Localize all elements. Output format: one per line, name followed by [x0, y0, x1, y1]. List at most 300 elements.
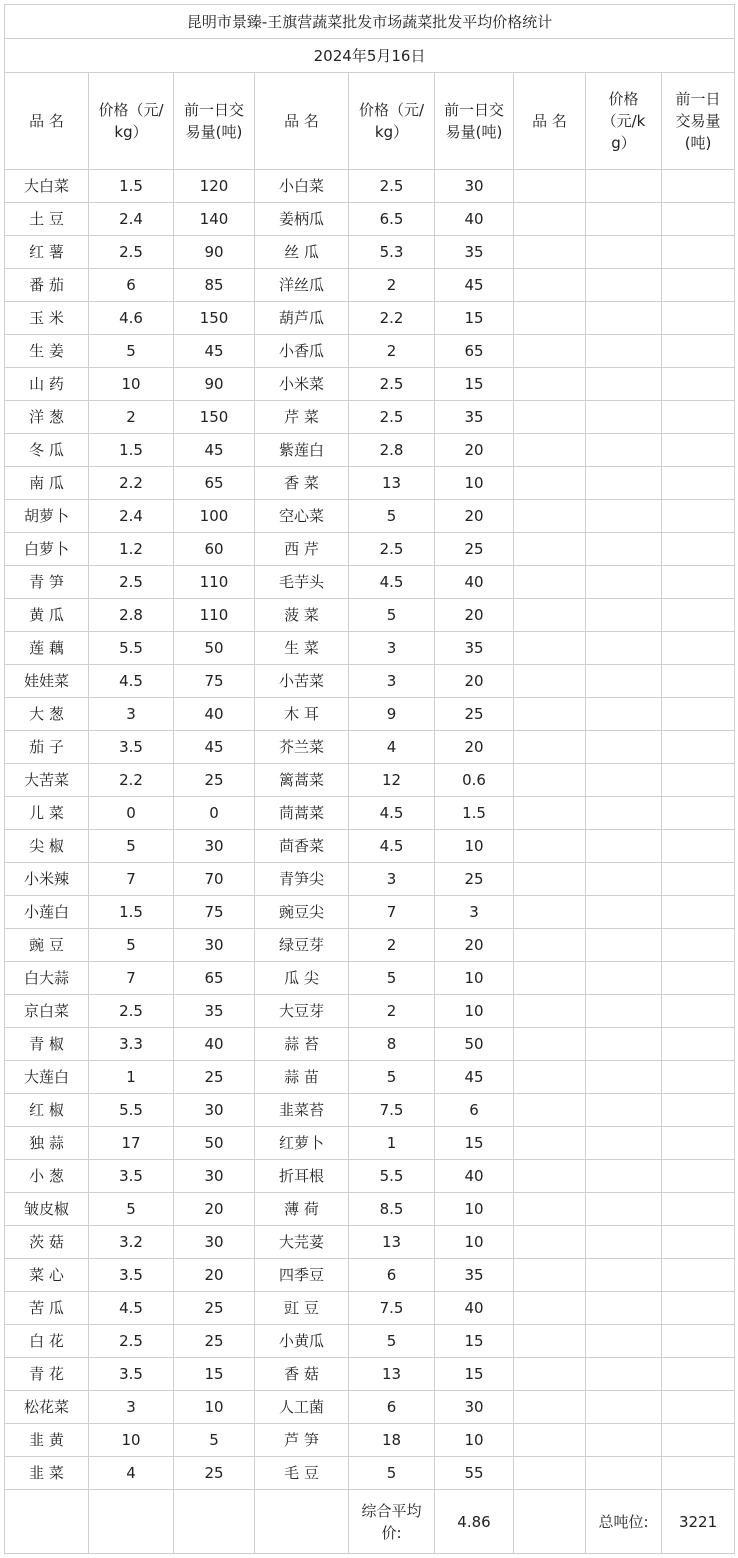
table-row: [5, 863, 735, 896]
vegetable-name-cell: 瓜 尖: [255, 962, 349, 995]
vegetable-name-cell: 菠 菜: [255, 599, 349, 632]
vegetable-name-cell: 绿豆芽: [255, 929, 349, 962]
empty-cell: [514, 236, 586, 269]
header-volume-3: 前一日交易量(吨): [662, 73, 735, 170]
table-row: [5, 1457, 735, 1490]
volume-cell: 120: [174, 170, 255, 203]
vegetable-name-cell: 皱皮椒: [5, 1193, 89, 1226]
table-row: [5, 434, 735, 467]
vegetable-name-cell: 莲 藕: [5, 632, 89, 665]
price-cell: 2: [89, 401, 174, 434]
empty-cell: [662, 533, 735, 566]
price-cell: 7: [349, 896, 435, 929]
empty-cell: [586, 500, 662, 533]
price-cell: 8.5: [349, 1193, 435, 1226]
empty-cell: [586, 170, 662, 203]
vegetable-name-cell: 紫莲白: [255, 434, 349, 467]
volume-cell: 90: [174, 368, 255, 401]
price-cell: 13: [349, 467, 435, 500]
empty-cell: [586, 863, 662, 896]
empty-cell: [586, 1391, 662, 1424]
volume-cell: 45: [174, 434, 255, 467]
vegetable-name-cell: 韭 黄: [5, 1424, 89, 1457]
price-cell: 2.2: [89, 467, 174, 500]
empty-cell: [662, 170, 735, 203]
table-row: [5, 203, 735, 236]
empty-cell: [255, 1490, 349, 1554]
empty-cell: [586, 797, 662, 830]
empty-cell: [586, 962, 662, 995]
table-row: [5, 269, 735, 302]
empty-cell: [514, 1358, 586, 1391]
empty-cell: [662, 962, 735, 995]
empty-cell: [514, 764, 586, 797]
volume-cell: 20: [435, 665, 514, 698]
empty-cell: [586, 995, 662, 1028]
volume-cell: 75: [174, 896, 255, 929]
empty-cell: [586, 1457, 662, 1490]
price-cell: 7: [89, 962, 174, 995]
volume-cell: 15: [435, 1127, 514, 1160]
price-cell: 4.6: [89, 302, 174, 335]
table-row: [5, 368, 735, 401]
price-cell: 3.5: [89, 731, 174, 764]
volume-cell: 20: [435, 434, 514, 467]
volume-cell: 50: [435, 1028, 514, 1061]
price-cell: 2.5: [349, 170, 435, 203]
volume-cell: 20: [435, 929, 514, 962]
price-cell: 5: [89, 830, 174, 863]
table-row: [5, 1226, 735, 1259]
volume-cell: 30: [174, 1226, 255, 1259]
vegetable-name-cell: 洋丝瓜: [255, 269, 349, 302]
volume-cell: 1.5: [435, 797, 514, 830]
table-row: [5, 1127, 735, 1160]
empty-cell: [586, 1325, 662, 1358]
volume-cell: 25: [174, 1325, 255, 1358]
vegetable-name-cell: 蒜 苗: [255, 1061, 349, 1094]
volume-cell: 6: [435, 1094, 514, 1127]
vegetable-name-cell: 青 椒: [5, 1028, 89, 1061]
price-cell: 4: [349, 731, 435, 764]
empty-cell: [514, 1193, 586, 1226]
volume-cell: 70: [174, 863, 255, 896]
table-row: [5, 1391, 735, 1424]
vegetable-name-cell: 番 茄: [5, 269, 89, 302]
volume-cell: 15: [435, 302, 514, 335]
table-row: [5, 632, 735, 665]
price-cell: 2: [349, 269, 435, 302]
price-cell: 3: [89, 698, 174, 731]
empty-cell: [5, 1490, 89, 1554]
volume-cell: 0: [174, 797, 255, 830]
vegetable-name-cell: 娃娃菜: [5, 665, 89, 698]
vegetable-name-cell: 茄 子: [5, 731, 89, 764]
table-row: [5, 401, 735, 434]
empty-cell: [586, 929, 662, 962]
price-cell: 1.5: [89, 170, 174, 203]
empty-cell: [662, 1127, 735, 1160]
empty-cell: [586, 1424, 662, 1457]
empty-cell: [514, 467, 586, 500]
vegetable-name-cell: 白 花: [5, 1325, 89, 1358]
price-cell: 8: [349, 1028, 435, 1061]
price-cell: 7.5: [349, 1094, 435, 1127]
vegetable-name-cell: 豇 豆: [255, 1292, 349, 1325]
empty-cell: [662, 1424, 735, 1457]
vegetable-name-cell: 胡萝卜: [5, 500, 89, 533]
table-row: [5, 698, 735, 731]
empty-cell: [586, 1259, 662, 1292]
empty-cell: [662, 1391, 735, 1424]
empty-cell: [662, 1061, 735, 1094]
empty-cell: [662, 665, 735, 698]
vegetable-name-cell: 小香瓜: [255, 335, 349, 368]
volume-cell: 85: [174, 269, 255, 302]
vegetable-name-cell: 丝 瓜: [255, 236, 349, 269]
volume-cell: 0.6: [435, 764, 514, 797]
vegetable-name-cell: 茴香菜: [255, 830, 349, 863]
empty-cell: [586, 368, 662, 401]
price-cell: 5.3: [349, 236, 435, 269]
volume-cell: 10: [435, 1193, 514, 1226]
empty-cell: [586, 236, 662, 269]
empty-cell: [514, 1127, 586, 1160]
empty-cell: [662, 863, 735, 896]
price-cell: 3: [349, 665, 435, 698]
price-cell: 2: [349, 335, 435, 368]
price-cell: 10: [89, 1424, 174, 1457]
vegetable-name-cell: 姜柄瓜: [255, 203, 349, 236]
price-cell: 5.5: [349, 1160, 435, 1193]
vegetable-name-cell: 芹 菜: [255, 401, 349, 434]
total-tonnage-value: 3221: [662, 1490, 735, 1554]
price-cell: 6.5: [349, 203, 435, 236]
table-row: [5, 797, 735, 830]
volume-cell: 15: [174, 1358, 255, 1391]
empty-cell: [662, 830, 735, 863]
table-row: [5, 1259, 735, 1292]
vegetable-name-cell: 洋 葱: [5, 401, 89, 434]
average-price-label: 综合平均价:: [349, 1490, 435, 1554]
volume-cell: 3: [435, 896, 514, 929]
empty-cell: [586, 698, 662, 731]
vegetable-name-cell: 独 蒜: [5, 1127, 89, 1160]
vegetable-name-cell: 豌 豆: [5, 929, 89, 962]
price-cell: 7: [89, 863, 174, 896]
price-cell: 2.5: [89, 236, 174, 269]
vegetable-name-cell: 玉 米: [5, 302, 89, 335]
volume-cell: 25: [174, 1457, 255, 1490]
volume-cell: 10: [435, 995, 514, 1028]
empty-cell: [586, 1127, 662, 1160]
volume-cell: 100: [174, 500, 255, 533]
price-cell: 3: [89, 1391, 174, 1424]
vegetable-name-cell: 小莲白: [5, 896, 89, 929]
empty-cell: [514, 1490, 586, 1554]
empty-cell: [514, 500, 586, 533]
empty-cell: [662, 236, 735, 269]
price-cell: 3.5: [89, 1259, 174, 1292]
vegetable-name-cell: 小黄瓜: [255, 1325, 349, 1358]
empty-cell: [514, 665, 586, 698]
table-row: [5, 335, 735, 368]
volume-cell: 15: [435, 1358, 514, 1391]
empty-cell: [586, 434, 662, 467]
empty-cell: [586, 566, 662, 599]
empty-cell: [662, 929, 735, 962]
table-row: [5, 830, 735, 863]
volume-cell: 150: [174, 401, 255, 434]
vegetable-name-cell: 香 菇: [255, 1358, 349, 1391]
vegetable-name-cell: 韭菜苔: [255, 1094, 349, 1127]
volume-cell: 35: [435, 236, 514, 269]
price-cell: 2.5: [349, 533, 435, 566]
empty-cell: [514, 797, 586, 830]
price-cell: 7.5: [349, 1292, 435, 1325]
volume-cell: 40: [435, 1160, 514, 1193]
table-row: [5, 1028, 735, 1061]
price-cell: 4: [89, 1457, 174, 1490]
vegetable-name-cell: 芦 笋: [255, 1424, 349, 1457]
price-cell: 6: [349, 1391, 435, 1424]
empty-cell: [514, 1292, 586, 1325]
empty-cell: [662, 599, 735, 632]
empty-cell: [514, 1259, 586, 1292]
vegetable-name-cell: 冬 瓜: [5, 434, 89, 467]
volume-cell: 35: [435, 1259, 514, 1292]
vegetable-name-cell: 大 葱: [5, 698, 89, 731]
volume-cell: 25: [174, 1292, 255, 1325]
empty-cell: [586, 467, 662, 500]
empty-cell: [514, 566, 586, 599]
price-cell: 18: [349, 1424, 435, 1457]
table-row: [5, 764, 735, 797]
price-cell: 2.8: [349, 434, 435, 467]
volume-cell: 10: [435, 830, 514, 863]
vegetable-name-cell: 土 豆: [5, 203, 89, 236]
table-row: [5, 962, 735, 995]
price-cell: 2.5: [89, 1325, 174, 1358]
empty-cell: [662, 335, 735, 368]
price-cell: 2.2: [349, 302, 435, 335]
volume-cell: 35: [174, 995, 255, 1028]
price-cell: 2: [349, 995, 435, 1028]
volume-cell: 140: [174, 203, 255, 236]
price-cell: 4.5: [349, 830, 435, 863]
price-cell: 5: [349, 1325, 435, 1358]
price-cell: 5: [89, 335, 174, 368]
empty-cell: [586, 335, 662, 368]
table-row: [5, 1094, 735, 1127]
empty-cell: [514, 302, 586, 335]
table-row: [5, 467, 735, 500]
vegetable-name-cell: 儿 菜: [5, 797, 89, 830]
vegetable-name-cell: 木 耳: [255, 698, 349, 731]
empty-cell: [514, 632, 586, 665]
price-cell: 6: [89, 269, 174, 302]
table-row: [5, 533, 735, 566]
price-cell: 5: [89, 1193, 174, 1226]
volume-cell: 10: [435, 962, 514, 995]
vegetable-name-cell: 青 花: [5, 1358, 89, 1391]
volume-cell: 25: [174, 764, 255, 797]
price-cell: 0: [89, 797, 174, 830]
price-table: [4, 4, 735, 1554]
table-row: [5, 302, 735, 335]
empty-cell: [662, 1226, 735, 1259]
volume-cell: 65: [174, 467, 255, 500]
empty-cell: [514, 962, 586, 995]
empty-cell: [514, 929, 586, 962]
empty-cell: [514, 1391, 586, 1424]
table-row: [5, 1358, 735, 1391]
volume-cell: 50: [174, 632, 255, 665]
empty-cell: [662, 467, 735, 500]
vegetable-name-cell: 葫芦瓜: [255, 302, 349, 335]
vegetable-name-cell: 四季豆: [255, 1259, 349, 1292]
price-cell: 5: [349, 599, 435, 632]
empty-cell: [662, 995, 735, 1028]
volume-cell: 45: [435, 269, 514, 302]
empty-cell: [662, 1259, 735, 1292]
volume-cell: 30: [435, 170, 514, 203]
vegetable-name-cell: 菜 心: [5, 1259, 89, 1292]
empty-cell: [662, 797, 735, 830]
volume-cell: 35: [435, 401, 514, 434]
vegetable-name-cell: 大莲白: [5, 1061, 89, 1094]
table-row: [5, 599, 735, 632]
volume-cell: 30: [174, 1160, 255, 1193]
volume-cell: 20: [435, 731, 514, 764]
empty-cell: [662, 401, 735, 434]
vegetable-name-cell: 篱蒿菜: [255, 764, 349, 797]
volume-cell: 10: [435, 1424, 514, 1457]
volume-cell: 20: [435, 500, 514, 533]
vegetable-name-cell: 茼蒿菜: [255, 797, 349, 830]
empty-cell: [662, 1325, 735, 1358]
header-volume-2: 前一日交易量(吨): [435, 73, 514, 170]
empty-cell: [662, 731, 735, 764]
volume-cell: 30: [435, 1391, 514, 1424]
empty-cell: [662, 302, 735, 335]
price-cell: 3: [349, 632, 435, 665]
vegetable-name-cell: 小白菜: [255, 170, 349, 203]
price-cell: 6: [349, 1259, 435, 1292]
empty-cell: [514, 269, 586, 302]
empty-cell: [586, 665, 662, 698]
volume-cell: 40: [435, 1292, 514, 1325]
vegetable-name-cell: 青笋尖: [255, 863, 349, 896]
price-cell: 5: [349, 962, 435, 995]
empty-cell: [586, 896, 662, 929]
volume-cell: 20: [174, 1259, 255, 1292]
empty-cell: [586, 731, 662, 764]
price-cell: 1.5: [89, 434, 174, 467]
empty-cell: [514, 1094, 586, 1127]
vegetable-name-cell: 小米菜: [255, 368, 349, 401]
price-cell: 5.5: [89, 1094, 174, 1127]
volume-cell: 40: [435, 566, 514, 599]
table-row: [5, 500, 735, 533]
empty-cell: [586, 764, 662, 797]
vegetable-name-cell: 蒜 苔: [255, 1028, 349, 1061]
volume-cell: 10: [435, 467, 514, 500]
volume-cell: 65: [174, 962, 255, 995]
empty-cell: [662, 698, 735, 731]
volume-cell: 45: [174, 335, 255, 368]
header-name-3: 品 名: [514, 73, 586, 170]
vegetable-name-cell: 香 菜: [255, 467, 349, 500]
vegetable-name-cell: 生 姜: [5, 335, 89, 368]
empty-cell: [514, 1226, 586, 1259]
empty-cell: [662, 1160, 735, 1193]
vegetable-name-cell: 生 菜: [255, 632, 349, 665]
header-row: [5, 73, 735, 170]
price-cell: 2.4: [89, 203, 174, 236]
vegetable-name-cell: 西 芹: [255, 533, 349, 566]
empty-cell: [514, 1325, 586, 1358]
empty-cell: [662, 1292, 735, 1325]
volume-cell: 15: [435, 1325, 514, 1358]
empty-cell: [586, 1292, 662, 1325]
vegetable-name-cell: 小米辣: [5, 863, 89, 896]
volume-cell: 45: [435, 1061, 514, 1094]
price-cell: 9: [349, 698, 435, 731]
vegetable-name-cell: 尖 椒: [5, 830, 89, 863]
volume-cell: 25: [435, 698, 514, 731]
empty-cell: [586, 401, 662, 434]
volume-cell: 25: [435, 863, 514, 896]
empty-cell: [586, 1160, 662, 1193]
header-name-2: 品 名: [255, 73, 349, 170]
empty-cell: [662, 368, 735, 401]
volume-cell: 35: [435, 632, 514, 665]
volume-cell: 40: [435, 203, 514, 236]
price-cell: 5: [349, 500, 435, 533]
empty-cell: [662, 1457, 735, 1490]
vegetable-name-cell: 白大蒜: [5, 962, 89, 995]
price-cell: 17: [89, 1127, 174, 1160]
empty-cell: [514, 1457, 586, 1490]
vegetable-name-cell: 京白菜: [5, 995, 89, 1028]
vegetable-name-cell: 红萝卜: [255, 1127, 349, 1160]
table-row: [5, 995, 735, 1028]
price-table-container: [4, 4, 734, 1554]
volume-cell: 25: [435, 533, 514, 566]
vegetable-name-cell: 芥兰菜: [255, 731, 349, 764]
empty-cell: [586, 1061, 662, 1094]
report-date: 2024年5月16日: [5, 39, 735, 73]
price-cell: 5: [349, 1061, 435, 1094]
vegetable-name-cell: 红 椒: [5, 1094, 89, 1127]
vegetable-name-cell: 苦 瓜: [5, 1292, 89, 1325]
empty-cell: [514, 830, 586, 863]
volume-cell: 110: [174, 566, 255, 599]
price-cell: 2.5: [89, 995, 174, 1028]
volume-cell: 40: [174, 1028, 255, 1061]
price-cell: 5: [349, 1457, 435, 1490]
volume-cell: 10: [174, 1391, 255, 1424]
empty-cell: [514, 1028, 586, 1061]
vegetable-name-cell: 薄 荷: [255, 1193, 349, 1226]
empty-cell: [586, 632, 662, 665]
empty-cell: [586, 1226, 662, 1259]
table-row: [5, 896, 735, 929]
price-cell: 4.5: [349, 797, 435, 830]
price-cell: 1.5: [89, 896, 174, 929]
volume-cell: 45: [174, 731, 255, 764]
